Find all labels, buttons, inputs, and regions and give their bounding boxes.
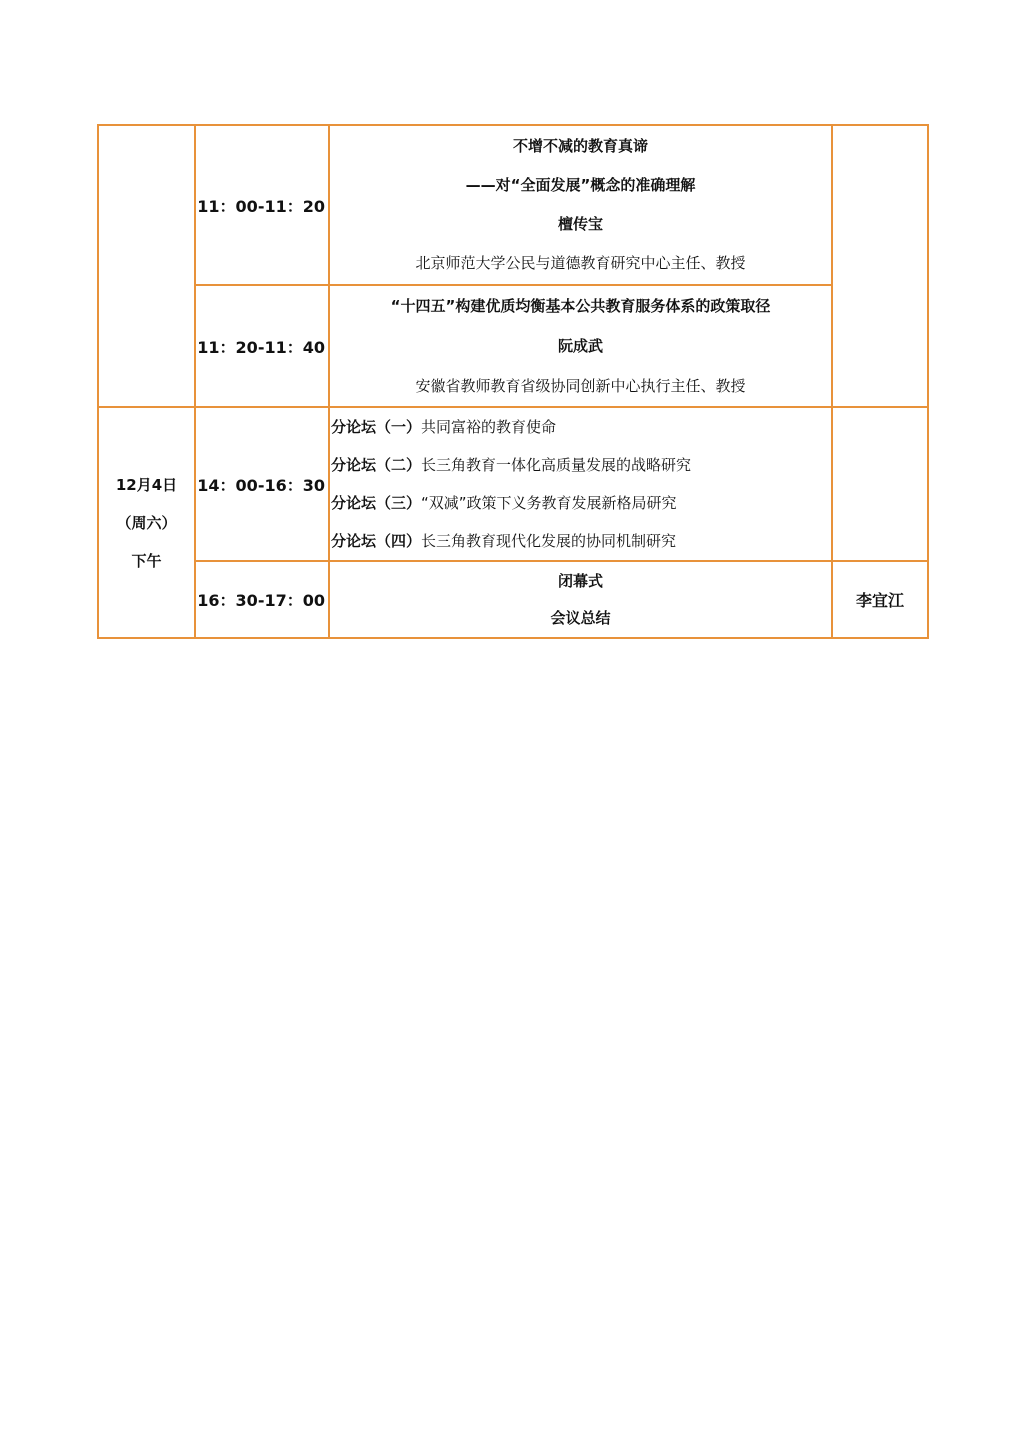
date-weekday: （周六）	[116, 513, 177, 532]
session-title: “十四五”构建优质均衡基本公共教育服务体系的政策取径	[390, 297, 771, 315]
forum-item	[330, 484, 831, 522]
forum-item	[330, 522, 831, 560]
session-content	[329, 125, 832, 285]
date-period: 下午	[131, 551, 162, 570]
host-cell-empty	[832, 407, 928, 561]
session-time: 11：20-11：40	[195, 285, 329, 407]
forum-topic: 长三角教育一体化高质量发展的战略研究	[421, 456, 692, 474]
table-row	[98, 125, 928, 285]
session-speaker: 阮成武	[557, 337, 603, 355]
date-cell-empty	[98, 125, 195, 407]
closing-host: 李宜江	[832, 561, 928, 638]
forum-tag: 分论坛（一）	[331, 418, 422, 436]
session-affiliation: 北京师范大学公民与道德教育研究中心主任、教授	[415, 254, 746, 272]
table-row	[98, 407, 928, 561]
closing-content	[329, 561, 832, 638]
forum-tag: 分论坛（二）	[331, 456, 422, 474]
closing-time: 16：30-17：00	[195, 561, 329, 638]
forum-item	[330, 446, 831, 484]
forum-topic: 共同富裕的教育使命	[421, 418, 557, 436]
session-speaker: 檀传宝	[557, 215, 603, 233]
forums-time: 14：00-16：30	[195, 407, 329, 561]
forum-tag: 分论坛（三）	[331, 494, 422, 512]
schedule-table	[97, 124, 929, 639]
table-row	[98, 285, 928, 407]
forum-topic: “双减”政策下义务教育发展新格局研究	[421, 494, 677, 512]
session-affiliation: 安徽省教师教育省级协同创新中心执行主任、教授	[415, 377, 746, 395]
closing-subtitle: 会议总结	[550, 608, 611, 627]
session-title: 不增不减的教育真谛	[512, 137, 648, 155]
forum-topic: 长三角教育现代化发展的协同机制研究	[421, 532, 677, 550]
forums-list	[329, 407, 832, 561]
date-cell	[98, 407, 195, 638]
forum-tag: 分论坛（四）	[331, 532, 422, 550]
table-row	[98, 561, 928, 638]
forum-item	[330, 408, 831, 446]
host-cell-empty	[832, 125, 928, 407]
session-time: 11：00-11：20	[195, 125, 329, 285]
date-day: 12月4日	[115, 475, 178, 494]
closing-title: 闭幕式	[557, 571, 603, 590]
session-subtitle: ——对“全面发展”概念的准确理解	[465, 176, 696, 194]
session-content	[329, 285, 832, 407]
